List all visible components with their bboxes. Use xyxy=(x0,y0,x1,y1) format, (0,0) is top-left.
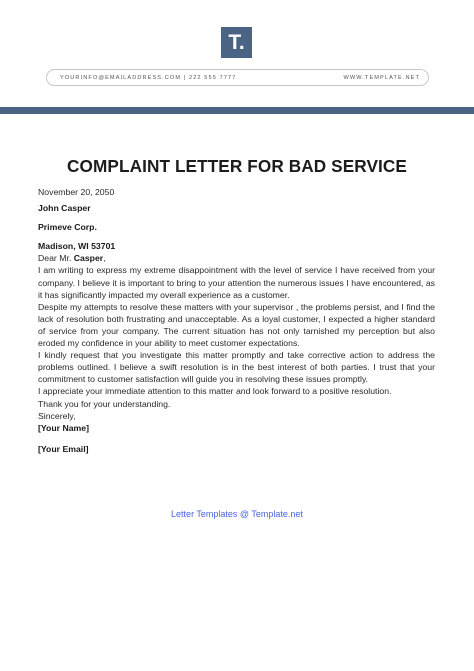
paragraph-2: Despite my attempts to resolve these matters with your supervisor , the problems persist, and I find the lack of resolution both frustrating and unacceptable. As a loyal customer, I expected a higher standard of service from your company. The current situation has not only tarnished my perception but also eroded my confidence in your ability to meet customer expectations. xyxy=(38,301,435,349)
recipient-company: Primeve Corp. xyxy=(38,222,97,233)
salutation-suffix: , xyxy=(103,253,106,264)
contact-info: YOURINFO@EMAILADDRESS.COM | 222 555 7777 xyxy=(60,74,237,81)
paragraph-3: I kindly request that you investigate this matter promptly and take corrective action to address the problems outlined. I believe a swift resolution is in the best interest of both parties. I trust that your commitment to customer satisfaction will guide you in resolving these issues promptly. xyxy=(38,350,435,385)
recipient-location: Madison, WI 53701 xyxy=(38,241,116,252)
footer-link[interactable]: Letter Templates @ Template.net xyxy=(171,509,303,519)
letter-body xyxy=(38,186,435,455)
sender-email: [Your Email] xyxy=(38,443,89,454)
salutation xyxy=(38,252,435,264)
logo-letter: T. xyxy=(228,31,245,54)
salutation-prefix: Dear Mr. xyxy=(38,253,74,264)
paragraph-4: I appreciate your immediate attention to this matter and look forward to a positive resolution. xyxy=(38,386,392,397)
page-title: COMPLAINT LETTER FOR BAD SERVICE xyxy=(67,156,407,176)
brand-logo xyxy=(221,27,252,58)
letter-date: November 20, 2050 xyxy=(38,187,115,197)
paragraph-1: I am writing to express my extreme disappointment with the level of service I have received from your company. I believe it is important to bring to your attention the numerous issues I have encountered, as it has significantly impacted my overall experience as a customer. xyxy=(38,265,435,300)
recipient-name: John Casper xyxy=(38,203,91,214)
website-url: WWW.TEMPLATE.NET xyxy=(343,74,420,81)
paragraph-5: Thank you for your understanding. xyxy=(38,398,171,409)
sender-name: [Your Name] xyxy=(38,422,90,433)
contact-bar xyxy=(46,69,429,86)
header-divider-band xyxy=(0,107,474,114)
closing: Sincerely, xyxy=(38,410,76,421)
salutation-name: Casper xyxy=(73,253,104,264)
